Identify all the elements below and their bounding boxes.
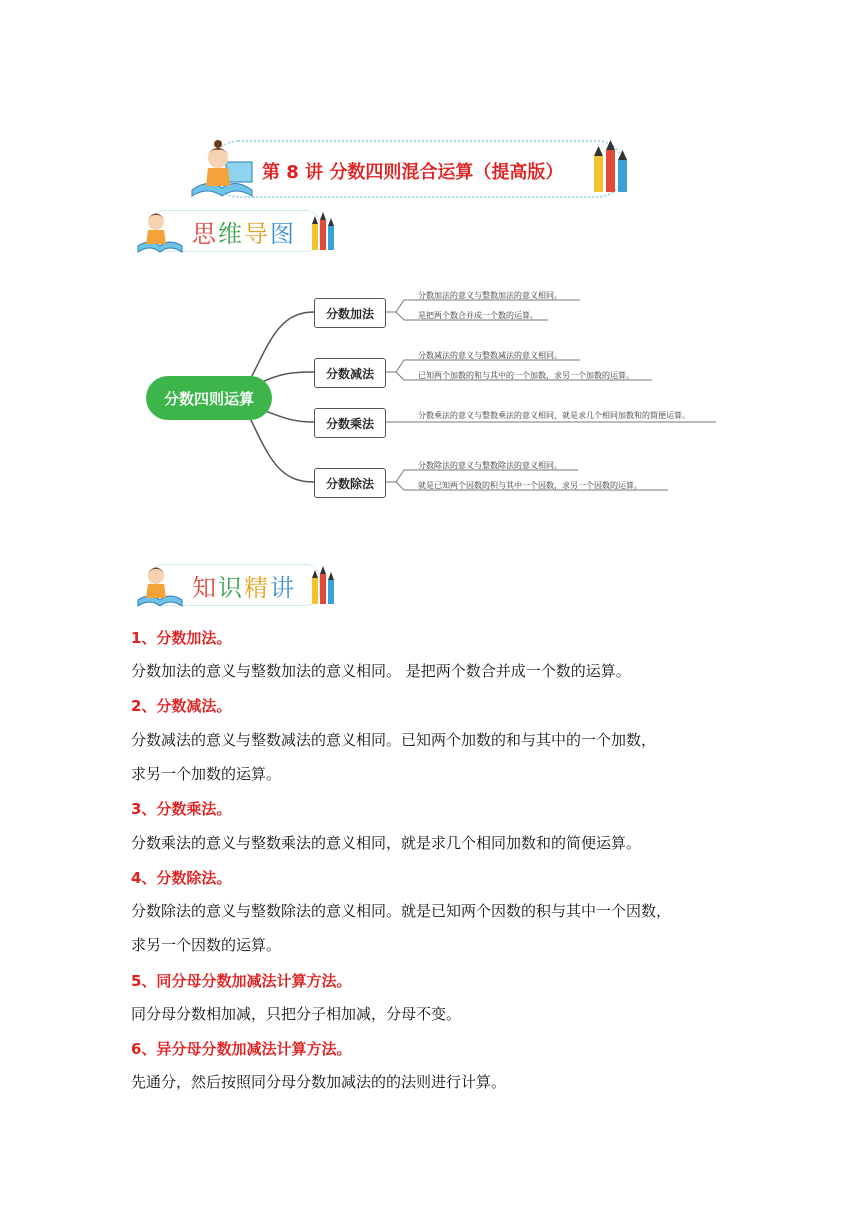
- point-heading-3: 3、分数乘法。: [131, 800, 232, 818]
- mindmap-leaf: 已知两个加数的和与其中的一个加数，求另一个加数的运算。: [418, 371, 634, 380]
- point-heading-6: 6、异分母分数加减法计算方法。: [131, 1040, 352, 1058]
- girl-reading-icon: [136, 560, 184, 610]
- point-text-1: 分数加法的意义与整数加法的意义相同。 是把两个数合并成一个数的运算。: [131, 662, 631, 680]
- mindmap-root: 分数四则运算: [146, 376, 272, 420]
- page-title: 第 8 讲 分数四则混合运算（提高版）: [262, 162, 564, 183]
- mindmap-branch-multiplication: 分数乘法: [314, 408, 386, 438]
- point-text-4a: 分数除法的意义与整数除法的意义相同。就是已知两个因数的积与其中一个因数，: [131, 902, 672, 920]
- point-text-3: 分数乘法的意义与整数乘法的意义相同，就是求几个相同加数和的简便运算。: [131, 834, 642, 852]
- section-title-knowledge: 知识精讲: [192, 574, 296, 602]
- mindmap-leaf: 分数加法的意义与整数加法的意义相同。: [418, 291, 562, 300]
- point-heading-2: 2、分数减法。: [131, 697, 232, 715]
- mindmap-leaf: 是把两个数合并成一个数的运算。: [418, 311, 538, 320]
- mindmap-leaf: 就是已知两个因数的积与其中一个因数，求另一个因数的运算。: [418, 481, 642, 490]
- pencils-icon: [310, 566, 336, 606]
- point-heading-1: 1、分数加法。: [131, 629, 232, 647]
- mindmap-branch-division: 分数除法: [314, 468, 386, 498]
- point-text-6: 先通分，然后按照同分母分数加减法的的法则进行计算。: [131, 1073, 507, 1091]
- point-heading-4: 4、分数除法。: [131, 869, 232, 887]
- point-text-2b: 求另一个加数的运算。: [131, 765, 282, 783]
- point-text-4b: 求另一个因数的运算。: [131, 936, 282, 954]
- mindmap-branch-addition: 分数加法: [314, 298, 386, 328]
- mindmap-connectors: [0, 0, 860, 560]
- point-text-5: 同分母分数相加减，只把分子相加减，分母不变。: [131, 1005, 462, 1023]
- section-title-mindmap: 思维导图: [192, 220, 296, 248]
- mindmap-leaf: 分数除法的意义与整数除法的意义相同。: [418, 461, 562, 470]
- mindmap-leaf: 分数乘法的意义与整数乘法的意义相同，就是求几个相同加数和的简便运算。: [418, 411, 690, 420]
- mindmap-leaf: 分数减法的意义与整数减法的意义相同。: [418, 351, 562, 360]
- point-text-2a: 分数减法的意义与整数减法的意义相同。已知两个加数的和与其中的一个加数，: [131, 731, 657, 749]
- point-heading-5: 5、同分母分数加减法计算方法。: [131, 972, 352, 990]
- mindmap-branch-subtraction: 分数减法: [314, 358, 386, 388]
